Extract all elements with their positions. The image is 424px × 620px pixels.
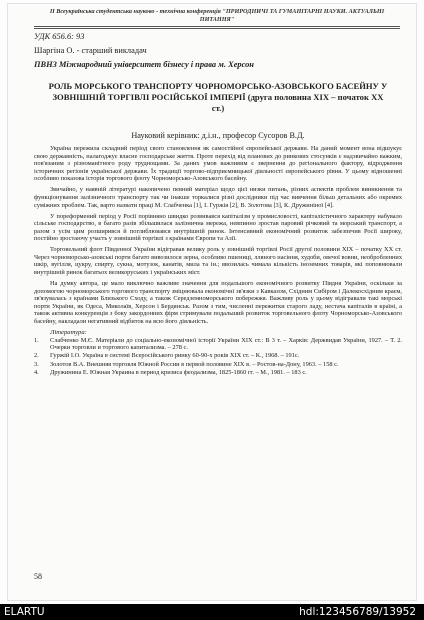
paragraph: Звичайно, у наявній літературі накопичено певний матеріал щодо цієї низки питань, різних аспектів проблем виникнення та функціонування залізничного транспорту так чи інакше торкалися різні дослідники під час вивчення більш детальних або окремих суміжних проблем. Так, варто назвати праці М. Слабченка [1], І. Гуржія [2], В. Золотова [3], К. Дружиніної [4]. bbox=[34, 186, 402, 209]
reference-text: Дружинина Е. Южная Украина в период кризиса феодализма, 1825-1860 гг. – М., 1981. – 183 с. bbox=[50, 368, 307, 376]
author-line: Шаргіна О. - старший викладач bbox=[34, 46, 147, 55]
header-rule-secondary bbox=[34, 28, 400, 29]
reference-list bbox=[34, 337, 402, 377]
reference-number: 3. bbox=[34, 360, 39, 368]
udk-code: УДК 656.6: 93 bbox=[34, 32, 85, 41]
repository-footer-bar bbox=[0, 604, 424, 620]
reference-item bbox=[34, 337, 402, 352]
literature-heading: Література: bbox=[50, 329, 87, 337]
reference-text: Золотов В.А. Внешняя торговля Южной России в первой половине XIX в. – Ростов-на-Дону, 1963. – 158 с. bbox=[50, 360, 339, 368]
article-body bbox=[34, 145, 402, 377]
affiliation: ПВНЗ Міжнародний університет бізнесу і права м. Херсон bbox=[34, 60, 254, 69]
reference-number: 1. bbox=[34, 336, 39, 344]
reference-number: 2. bbox=[34, 352, 39, 360]
reference-text: Слабченко М.Є. Матеріали до соціально-економічної історії України XIX ст.: В 3 т. – Харків: Держвидав України, 1927. – Т. 2. Очерки торговли и торгового капитализма. – 278 с. bbox=[50, 336, 402, 352]
paragraph: Торговельний флот Південної України відігравав велику роль у зовнішній торгівлі Росії другої половини XIX – початку XX ст. Через чорноморсько-азовські порти багато вивозилося зерна, особливо пшениці, лляного насіння, худоби, овечої вовни, необробленних шкір, вугілля, цукру, спирту, сукна, мотузок, канатів, мила та ін.; ввозилась чимала кількість іноземних товарів, які поповнювали внутрішній ринок багатьох великоруських і українських міст. bbox=[34, 246, 402, 277]
scientific-advisor: Науковий керівник: д.і.н., професор Сусоров В.Д. bbox=[131, 131, 305, 140]
article-title-period: (друга половина XIX – початок XX ст.) bbox=[211, 92, 384, 113]
reference-item bbox=[34, 369, 402, 377]
paragraph: У пореформений період у Росії порівняно швидко розвивався капіталізм у промисловості, капіталістичного характеру набувало сільське господарство, в багато разів збільшилася залізнична мережа, невпинно зростав паровий річковий та морський транспорт, а разом з усім цим розширився й поглиблювався внутрішній ринок. Інтенсивний економічний розвиток забезпечив Росії широку, постійно зростаючу участь у зовнішній торгівлі з країнами Європи та Азії. bbox=[34, 212, 402, 243]
reference-item bbox=[34, 352, 402, 360]
conference-header: II Всеукраїнська студентська науково - технічна конференція "ПРИРОДНИЧІ ТА ГУМАНІТАРНІ НАУКИ. АКТУАЛЬНІ ПИТАННЯ" bbox=[49, 8, 385, 23]
reference-number: 4. bbox=[34, 368, 39, 376]
repository-name-link[interactable]: ELARTU bbox=[4, 606, 45, 618]
handle-identifier-link[interactable]: hdl:123456789/13952 bbox=[299, 606, 416, 618]
reference-item bbox=[34, 361, 402, 369]
header-rule bbox=[34, 26, 400, 27]
paragraph: Україна пережила складний період свого становлення як самостійної європейської держави. На даний момент вона відшукує свою державність, налагоджує власне господарське життя. Проте перехід від планових до ринкових стосунків є надзвичайно важким, пов'язаним з різноманітного роду труднощами. За даних умов важливим є звернення до регіонального фактору, відродження історичних регіонів української держави. Їх традиції торгово-підприємницької діяльності європейського рівня. У цьому відношенні особливо показова історія торгового флоту Чорноморсько-Азовського басейну. bbox=[34, 145, 402, 183]
page-number: 58 bbox=[34, 572, 42, 581]
paper-page bbox=[8, 4, 416, 600]
reference-text: Гуржій І.О. Україна в системі Всеросійського ринку 60-90-х років XIX ст. – К., 1968. – 191с. bbox=[50, 352, 300, 360]
article-title bbox=[48, 81, 388, 114]
article-title-main: РОЛЬ МОРСЬКОГО ТРАНСПОРТУ ЧОРНОМОРСЬКО-АЗОВСЬКОГО БАСЕЙНУ У ЗОВНІШНІЙ ТОРГІВЛІ РОСІЙСЬКОЇ ІМПЕРІЇ bbox=[48, 81, 388, 102]
paragraph: На думку автора, це мало виключно важливе значення для подальшого економічного розвитку Півдня України, оскільки за допомогою чорноморського торгового транспорту зміцнювала економічні зв'язки з Кавказом, Східним Сибіром і Далекосхідним краєм, зв'язувалась з країнами Близького Сходу, а також Середземноморського побережжя. Важливу роль у цьому відігравали такі морські порти України, як Одеса, Миколаїв, Херсон і Бердянськ. Разом з тим, численні пережитки старого ладу, нестача капіталів в країні, а також активна конкуренція з боку закордонних фірм стримували подальший розвиток торговельного флоту Чорноморсько-Азовського басейну, накладали негативний відбиток на всю його діяльність. bbox=[34, 280, 402, 326]
